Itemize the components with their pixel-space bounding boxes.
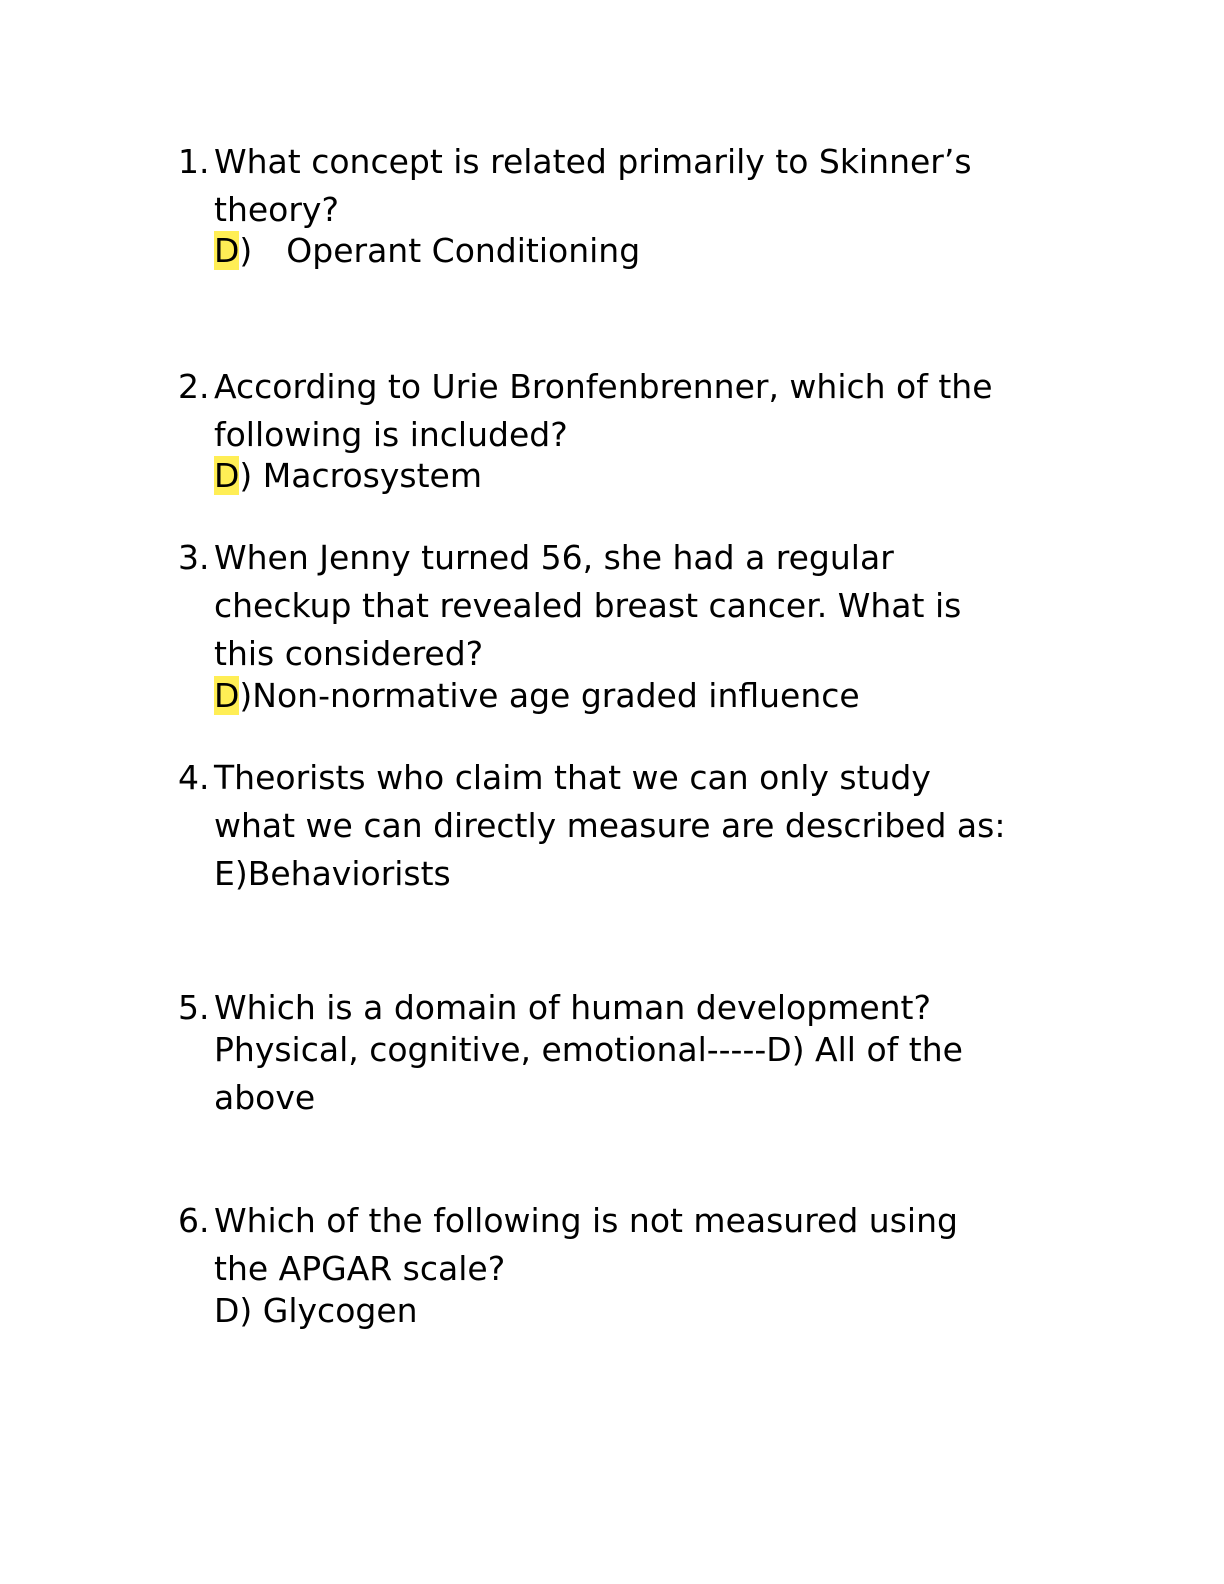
question-3-line-1 [178,538,894,578]
question-5-answer-cont: above [214,1078,316,1117]
answer-paren: ) [239,231,253,270]
question-6-text: Which of the following is not measured using [214,1201,958,1240]
question-3-line-3: this considered? [214,634,484,673]
question-2-text: According to Urie Bronfenbrenner, which of the [214,367,993,406]
question-6-answer: D) Glycogen [214,1291,418,1330]
question-4-line-2: what we can directly measure are described as: [214,806,1006,845]
answer-letter-highlight: D [214,456,240,495]
question-1-text: What concept is related primarily to Skinner’s [214,142,972,181]
question-3-line-2: checkup that revealed breast cancer. What is [214,586,962,625]
question-4-line-1 [178,758,931,798]
question-2-answer [214,456,482,496]
question-3-number: 3. [178,538,210,577]
question-1-number: 1. [178,142,210,181]
question-2-line-2: following is included? [214,415,568,454]
answer-text: ) Macrosystem [239,456,482,495]
question-5-answer: Physical, cognitive, emotional-----D) All of the [214,1030,963,1069]
question-3-answer [214,676,860,716]
answer-text: Operant Conditioning [286,231,641,270]
question-5-number: 5. [178,988,210,1027]
question-1-line-2: theory? [214,190,339,229]
question-1-line-1 [178,142,972,182]
question-5-text: Which is a domain of human development? [214,988,932,1027]
answer-text: )Non-normative age graded influence [239,676,860,715]
question-2-number: 2. [178,367,210,406]
question-3-text: When Jenny turned 56, she had a regular [214,538,894,577]
answer-letter-highlight: D [214,231,240,270]
question-4-answer: E)Behaviorists [214,854,451,893]
question-4-text: Theorists who claim that we can only study [214,758,931,797]
question-6-line-1 [178,1201,958,1241]
answer-letter-highlight: D [214,676,240,715]
question-4-number: 4. [178,758,210,797]
question-5-line-1 [178,988,932,1028]
question-2-line-1 [178,367,993,407]
question-6-line-2: the APGAR scale? [214,1249,506,1288]
question-6-number: 6. [178,1201,210,1240]
question-1-answer [214,231,640,271]
